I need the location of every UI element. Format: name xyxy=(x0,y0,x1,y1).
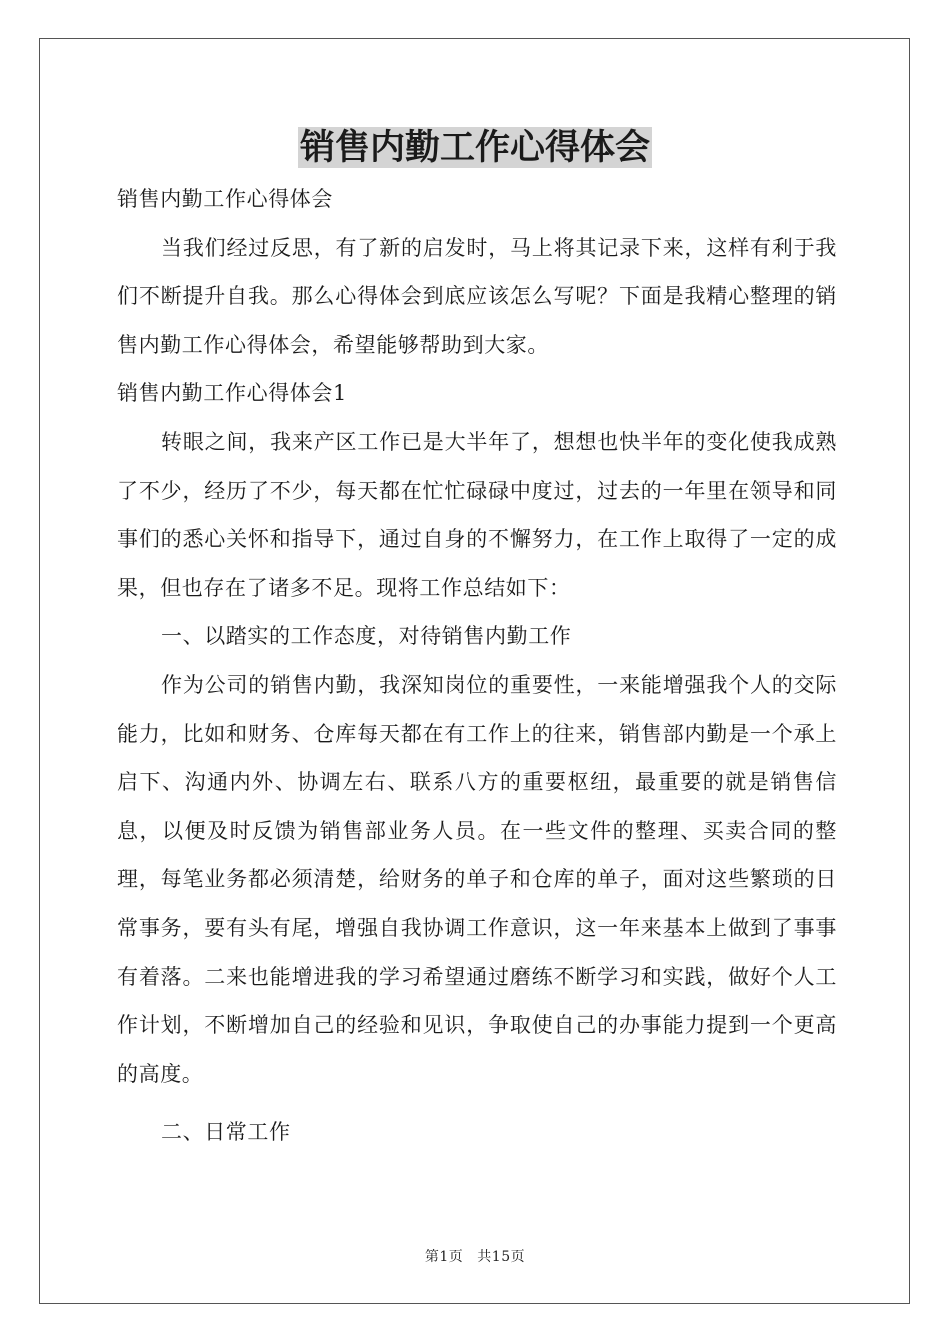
body-paragraph-2: 作为公司的销售内勤，我深知岗位的重要性，一来能增强我个人的交际能力，比如和财务、仓库每天都在有工作上的往来，销售部内勤是一个承上启下、沟通内外、协调左右、联系八方的重要枢纽，最重要的就是销售信息，以便及时反馈为销售部业务人员。在一些文件的整理、买卖合同的整理，每笔业务都必须清楚，给财务的单子和仓库的单子，面对这些繁琐的日常事务，要有头有尾，增强自我协调工作意识，这一年来基本上做到了事事有着落。二来也能增进我的学习希望通过磨练不断学习和实践，做好个人工作计划，不断增加自己的经验和见识，争取使自己的办事能力提到一个更高的高度。 xyxy=(117,672,837,1086)
section-heading: 销售内勤工作心得体会1 xyxy=(117,381,347,406)
page-number: 第1页 xyxy=(424,1249,464,1265)
page-footer xyxy=(0,1246,950,1266)
document-title-text: 销售内勤工作心得体会 xyxy=(299,127,650,168)
document-subtitle: 销售内勤工作心得体会 xyxy=(117,187,333,211)
document-body xyxy=(117,175,837,1157)
intro-paragraph: 当我们经过反思，有了新的启发时，马上将其记录下来，这样有利于我们不断提升自我。那么心得体会到底应该怎么写呢？下面是我精心整理的销售内勤工作心得体会，希望能够帮助到大家。 xyxy=(117,235,837,357)
page-total: 共15页 xyxy=(477,1249,526,1265)
body-paragraph-1: 转眼之间，我来产区工作已是大半年了，想想也快半年的变化使我成熟了不少，经历了不少，每天都在忙忙碌碌中度过，过去的一年里在领导和同事们的悉心关怀和指导下，通过自身的不懈努力，在工作上取得了一定的成果，但也存在了诸多不足。现将工作总结如下： xyxy=(117,429,837,600)
heading-one: 一、以踏实的工作态度，对待销售内勤工作 xyxy=(161,624,572,649)
document-title xyxy=(0,126,950,170)
heading-two: 二、日常工作 xyxy=(161,1120,291,1145)
